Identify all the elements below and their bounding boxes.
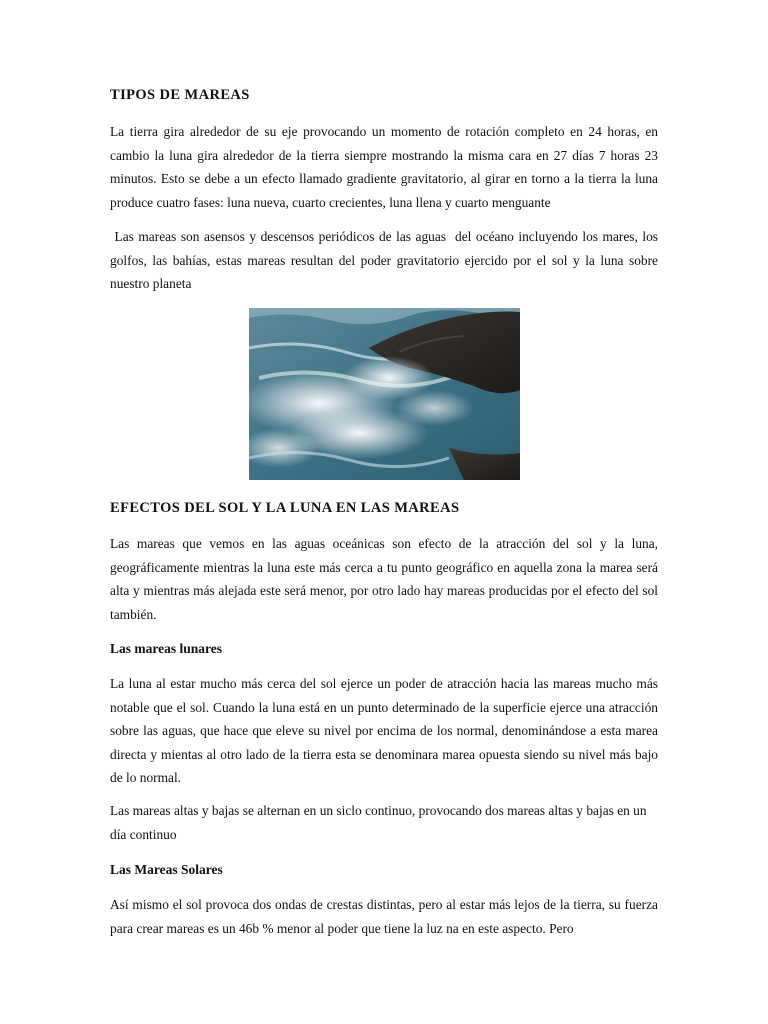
subtitle-mareas-solares: Las Mareas Solares (110, 862, 223, 877)
paragraph-efectos: Las mareas que vemos en las aguas oceánicas son efecto de la atracción del sol y la luna, geográficamente mientras la luna este más cerca a tu punto geográfico en aquella zona la marea será alta y mientras más alejada este será menor, por otro lado hay mareas producidas por el efecto del sol también. (110, 536, 658, 622)
paragraph-mareas-lunares: La luna al estar mucho más cerca del sol ejerce un poder de atracción hacia las mareas mucho más notable que el sol. Cuando la luna está en un punto determinado de la superficie ejerce una atracción sobre las aguas, que hace que eleve su nivel por encima de los normal, denominándose a esta marea directa y mientas al otro lado de la tierra esta se denominara marea opuesta siendo su nivel más bajo de lo normal. (110, 676, 658, 785)
subtitle-mareas-lunares: Las mareas lunares (110, 641, 223, 656)
ocean-waves-photo (249, 308, 520, 480)
paragraph-definicion-mareas: Las mareas son asensos y descensos periódicos de las aguas del océano incluyendo los mares, los golfos, las bahías, estas mareas resultan del poder gravitatorio ejercido por el sol y la luna sobre nuestro planeta (110, 229, 662, 291)
paragraph-ciclo-mareas: Las mareas altas y bajas se alternan en un siclo continuo, provocando dos mareas altas y bajas en un día continuo (110, 803, 647, 842)
section-title-tipos-de-mareas: TIPOS DE MAREAS (110, 87, 250, 103)
paragraph-rotacion: La tierra gira alrededor de su eje provocando un momento de rotación completo en 24 horas, en cambio la luna gira alrededor de la tierra siempre mostrando la misma cara en 27 días 7 horas 23 minutos. Esto se debe a un efecto llamado gradiente gravitatorio, al girar en torno a la tierra la luna produce cuatro fases: luna nueva, cuarto crecientes, luna llena y cuarto menguante (110, 124, 658, 210)
paragraph-mareas-solares: Así mismo el sol provoca dos ondas de crestas distintas, pero al estar más lejos de la tierra, su fuerza para crear mareas es un 46b % menor al poder que tiene la luz na en este aspecto. Pero (110, 897, 658, 936)
section-title-efectos-sol-luna: EFECTOS DEL SOL Y LA LUNA EN LAS MAREAS (110, 500, 460, 516)
